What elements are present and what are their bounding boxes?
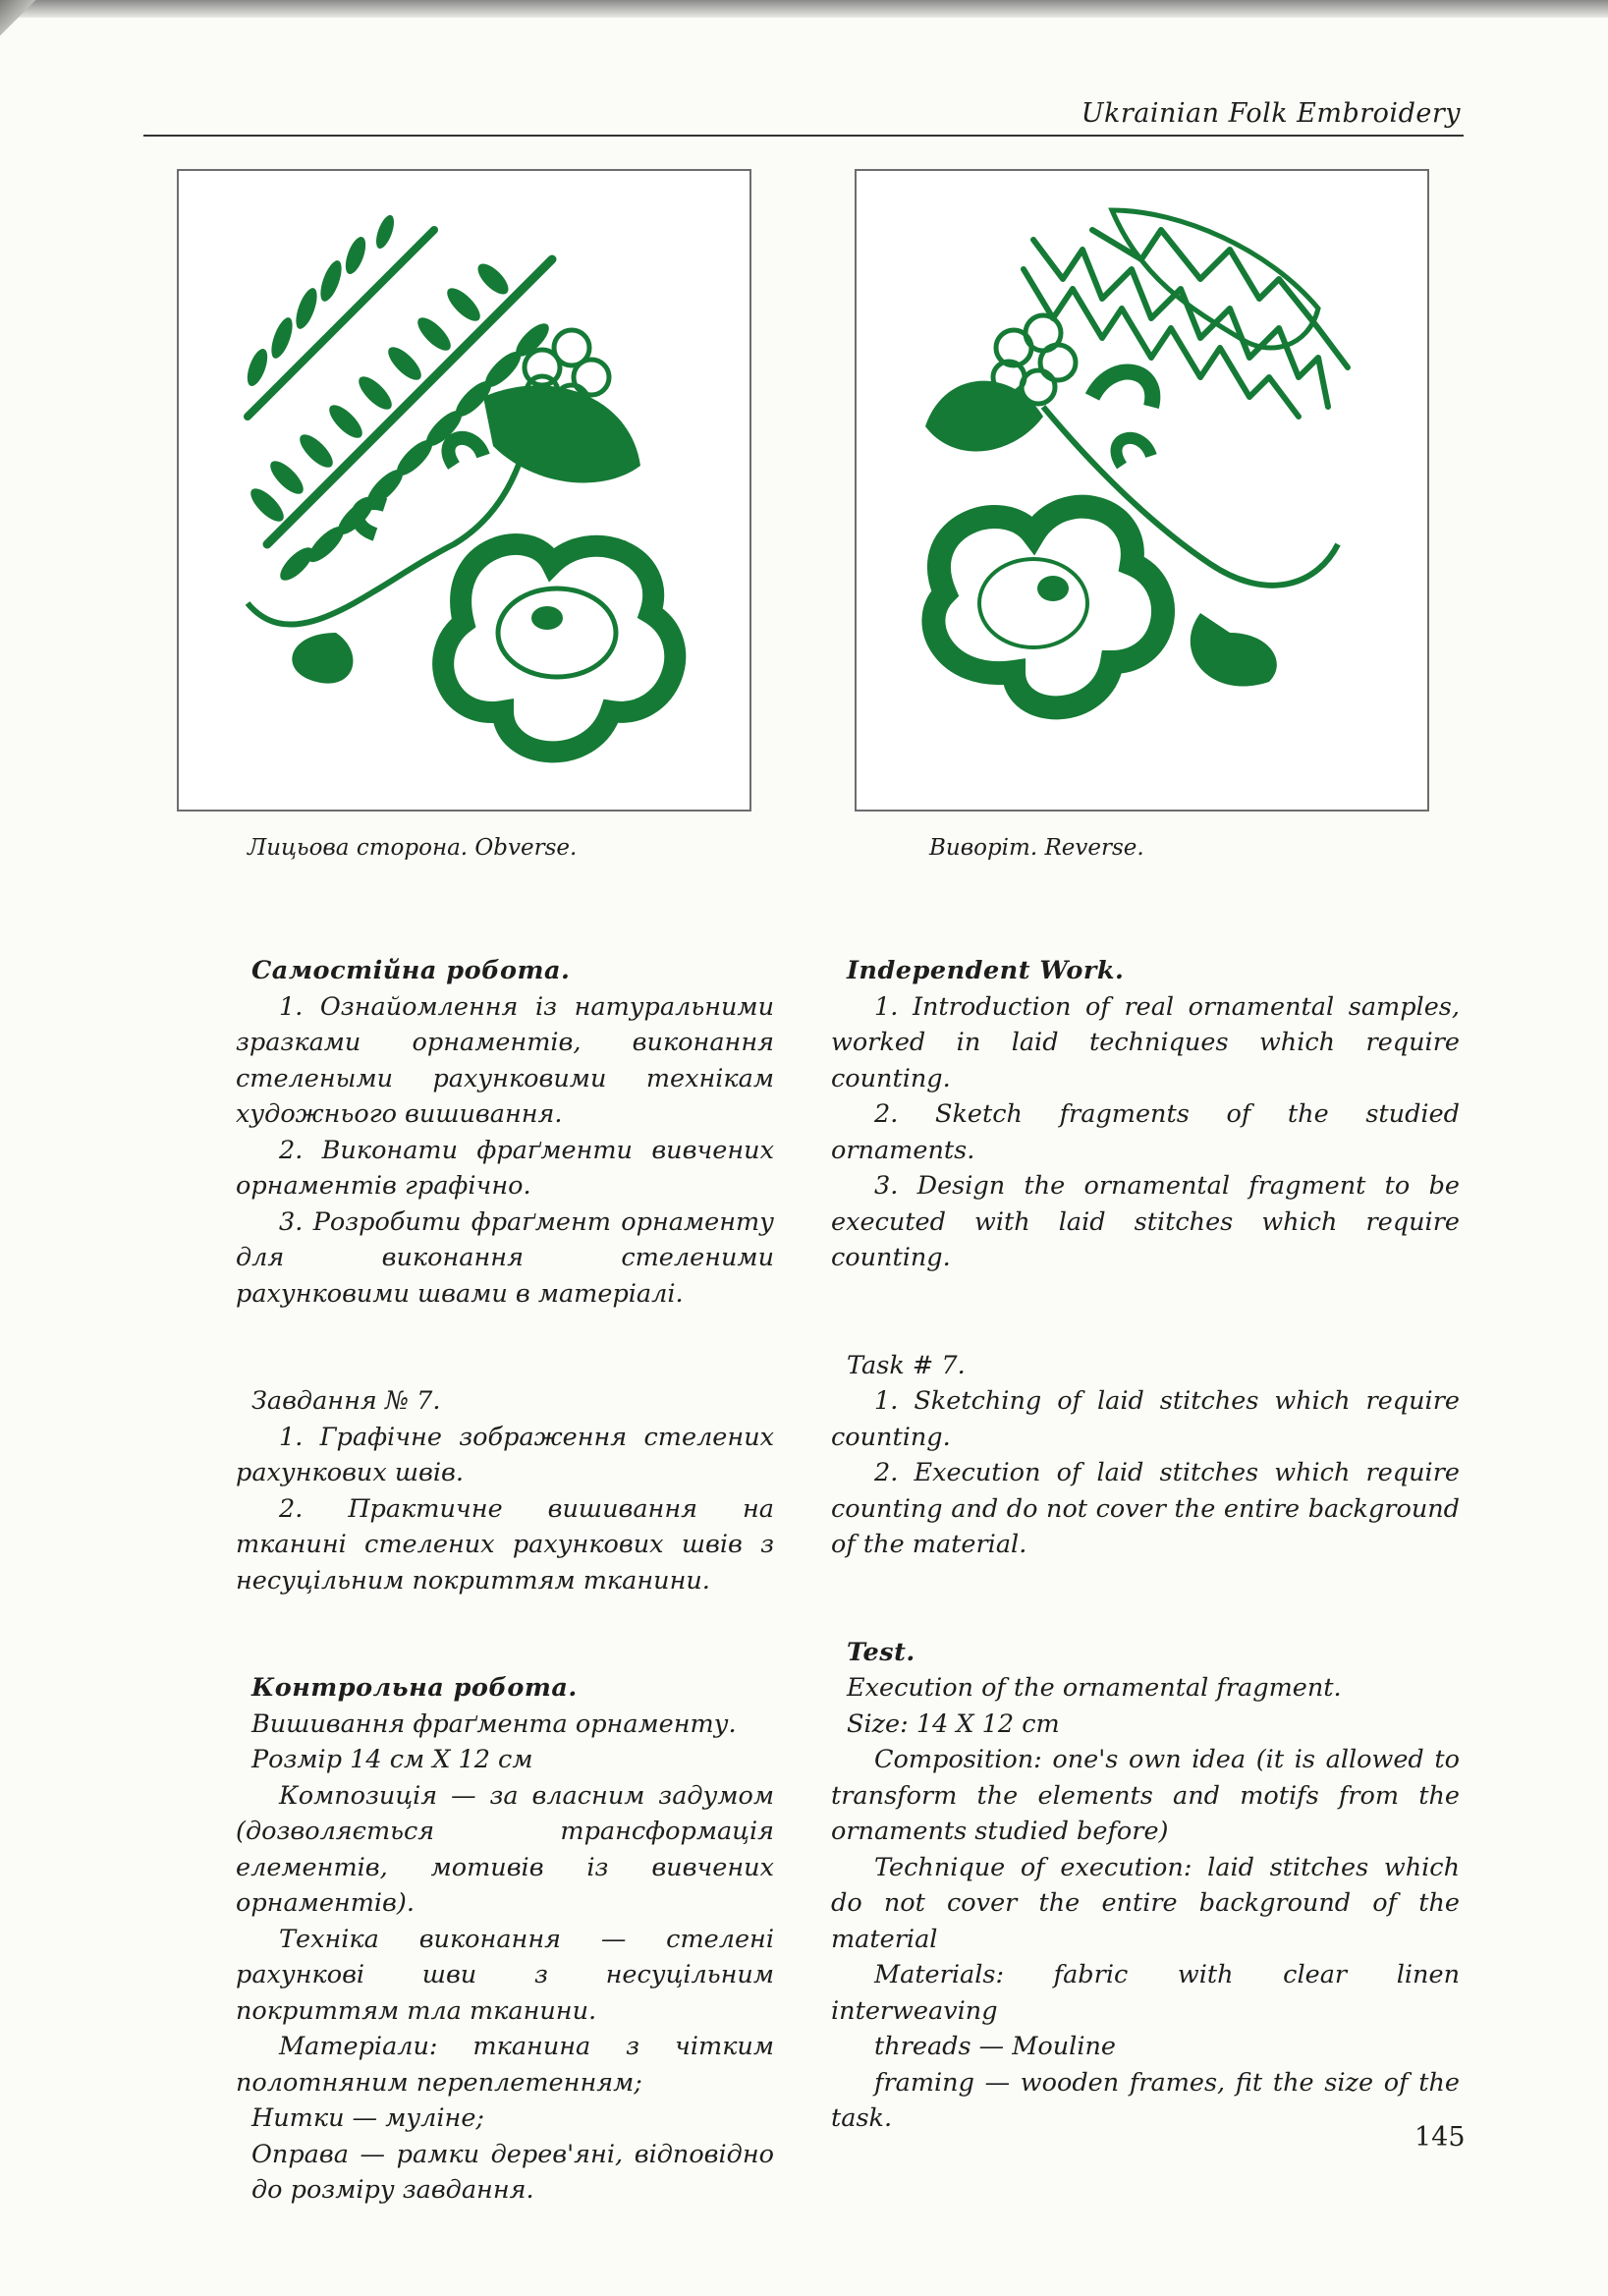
test-line-ua: Вишивання фраґмента орнаменту. xyxy=(251,1708,737,1739)
english-column xyxy=(831,953,1460,2137)
test-line-en: Technique of execution: laid stitches which do not cover the entire background of the material xyxy=(831,1852,1460,1954)
section-gap xyxy=(831,1276,1460,1348)
test-line-en: Size: 14 X 12 cm xyxy=(847,1708,1060,1739)
test-line-ua: Композиція — за власним задумом (дозволяєтьcя трансформація елементів, мотивів із вивчених орнаментів). xyxy=(236,1780,774,1918)
test-line-en: threads — Mouline xyxy=(874,2032,1116,2061)
task-item-en: 1. Sketching of laid stitches which require counting. xyxy=(831,1386,1460,1452)
ukrainian-column xyxy=(236,953,774,2209)
running-title: Ukrainian Folk Embroidery xyxy=(1081,98,1461,129)
task-heading-ua: Завдання № 7. xyxy=(251,1386,441,1416)
independent-item-ua: 3. Розробити фраґмент орнаменту для виконання стеленими рахунковими швами в матеріалі. xyxy=(236,1206,774,1309)
independent-heading-en: Independent Work. xyxy=(847,956,1125,985)
test-line-en: Materials: fabric with clear linen interweaving xyxy=(831,1960,1460,2026)
independent-heading-ua: Самостійна робота. xyxy=(251,956,571,985)
section-gap xyxy=(236,1598,774,1670)
test-line-ua: Розмір 14 см Х 12 см xyxy=(251,1745,533,1774)
embroidery-obverse-image xyxy=(179,171,749,810)
independent-item-ua: 1. Ознайомлення із натуральними зразками орнаментів, виконання стелеными рахунковими технікам художнього вишивання. xyxy=(236,991,774,1129)
test-line-ua: Нитки — муліне; xyxy=(251,2103,485,2133)
task-item-en: 2. Execution of laid stitches which require counting and do not cover the entire background of the material. xyxy=(831,1458,1460,1559)
independent-item-en: 2. Sketch fragments of the studied ornaments. xyxy=(831,1099,1460,1165)
task-item-ua: 2. Практичне вишивання на тканині стелених рахункових швів з несуцільним покриттям тканини. xyxy=(236,1493,774,1596)
test-heading-en: Test. xyxy=(847,1637,915,1667)
test-heading-ua: Контрольна робота. xyxy=(251,1673,578,1703)
section-gap xyxy=(831,1563,1460,1635)
task-item-ua: 1. Графічне зображення стелених рахункових швів. xyxy=(236,1422,774,1487)
section-gap xyxy=(236,1312,774,1383)
page-number: 145 xyxy=(1414,2122,1466,2153)
test-line-ua: Матеріали: тканина з чітким полотняним переплетенням; xyxy=(236,2032,774,2098)
test-line-ua: Оправа — рамки дерев'яні, відповідно до розміру завдання. xyxy=(251,2139,774,2205)
independent-item-ua: 2. Виконати фраґменти вивчених орнаментів графічно. xyxy=(236,1135,774,1201)
test-line-en: Composition: one's own idea (it is allowed to transform the elements and motifs from the ornaments studied before) xyxy=(831,1745,1460,1846)
test-line-ua: Техніка виконання — стелені рахункові шви з несуцільним покриттям тла тканини. xyxy=(236,1924,774,2026)
figure-caption-obverse: Лицьова сторона. Obverse. xyxy=(248,835,578,861)
test-line-en: framing — wooden frames, fit the size of the task. xyxy=(831,2067,1460,2133)
scan-top-edge xyxy=(0,0,1608,18)
task-heading-en: Task # 7. xyxy=(847,1350,966,1380)
scan-corner-shadow xyxy=(0,0,39,39)
embroidery-reverse-figure xyxy=(855,169,1429,812)
header-rule xyxy=(143,135,1464,137)
embroidery-obverse-figure xyxy=(177,169,751,812)
test-line-en: Execution of the ornamental fragment. xyxy=(847,1673,1342,1703)
embroidery-reverse-image xyxy=(857,171,1427,810)
independent-item-en: 3. Design the ornamental fragment to be executed with laid stitches which require counting. xyxy=(831,1171,1460,1272)
figure-caption-reverse: Виворіт. Reverse. xyxy=(929,835,1144,861)
independent-item-en: 1. Introduction of real ornamental samples, worked in laid techniques which require counting. xyxy=(831,991,1460,1093)
